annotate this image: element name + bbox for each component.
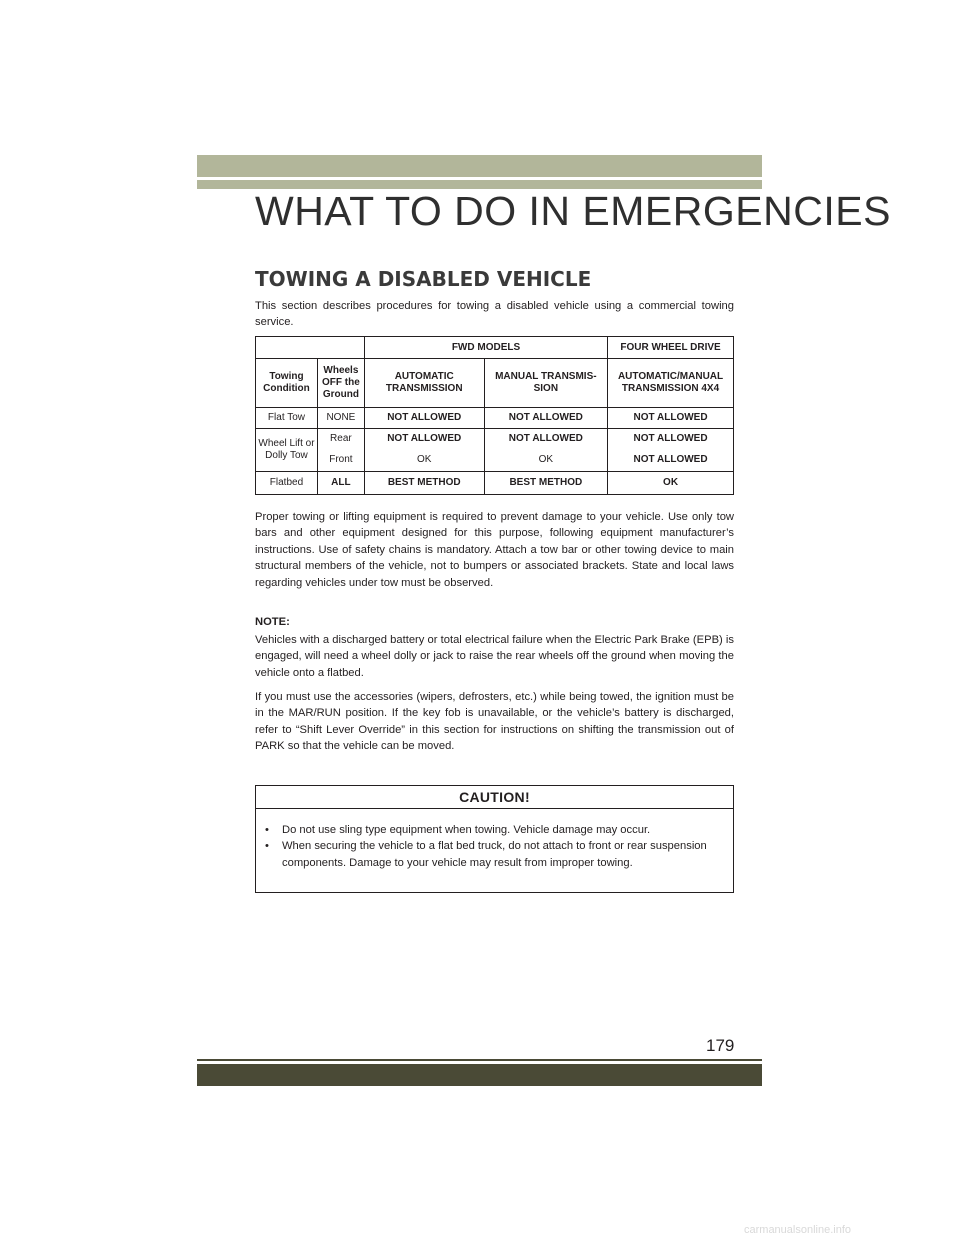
list-item	[265, 838, 720, 871]
table-cell-manual: OK	[484, 449, 608, 472]
four-wheel-drive-header: FOUR WHEEL DRIVE	[608, 337, 734, 359]
page-number: 179	[706, 1036, 735, 1055]
towing-equipment-paragraph: Proper towing or lifting equipment is required to prevent damage to your vehicle. Use only tow bars and other equipment designed for this purpose, following equipment manufacturer’s instructions. Use of safety chains is mandatory. Attach a tow bar or other towing device to main structural members of the vehicle, not to bumpers or associated brackets. State and local laws regarding vehicles under tow must be observed.	[255, 511, 734, 589]
table-row	[256, 449, 734, 472]
wheels-off-ground-header: Wheels OFF the Ground	[317, 359, 364, 408]
table-cell-four-wd: NOT ALLOWED	[608, 408, 734, 429]
caution-item-text: When securing the vehicle to a flat bed truck, do not attach to front or rear suspension components. Damage to your vehicle may result from improper towing.	[282, 840, 707, 869]
table-cell-condition: Wheel Lift or Dolly Tow	[256, 429, 318, 472]
table-cell-manual: NOT ALLOWED	[484, 429, 608, 450]
table-cell-manual: BEST METHOD	[484, 472, 608, 495]
chapter-title: WHAT TO DO IN EMERGENCIES	[255, 188, 891, 234]
table-cell-wheels: ALL	[317, 472, 364, 495]
auto-manual-4x4-header: AUTOMATIC/MANUAL TRANSMISSION 4X4	[608, 359, 734, 408]
accessories-paragraph: If you must use the accessories (wipers, defrosters, etc.) while being towed, the ignition must be in the MAR/RUN position. If the key fob is unavailable, or the vehicle’s battery is discharged, refer to “Shift Lever Override” in this section for instructions on shifting the transmission out of PARK so that the vehicle can be moved.	[255, 691, 734, 753]
footer-band-line	[197, 1059, 762, 1061]
section-title: TOWING A DISABLED VEHICLE	[255, 267, 592, 291]
note-paragraph: Vehicles with a discharged battery or total electrical failure when the Electric Park Brake (EPB) is engaged, will need a wheel dolly or jack to raise the rear wheels off the ground when moving the vehicle onto a flatbed.	[255, 634, 734, 679]
automatic-transmission-header: AUTOMATIC TRANSMISSION	[364, 359, 484, 408]
note-label: NOTE:	[255, 616, 290, 628]
table-blank-header	[256, 337, 365, 359]
table-cell-wheels: NONE	[317, 408, 364, 429]
table-cell-condition: Flat Tow	[256, 408, 318, 429]
caution-list	[265, 822, 720, 871]
table-cell-four-wd: OK	[608, 472, 734, 495]
table-cell-wheels: Front	[317, 449, 364, 472]
table-row	[256, 472, 734, 495]
table-cell-wheels: Rear	[317, 429, 364, 450]
bullet-icon: •	[265, 824, 269, 836]
caution-title: CAUTION!	[256, 786, 733, 809]
towing-condition-header: Towing Condition	[256, 359, 318, 408]
fwd-models-header: FWD MODELS	[364, 337, 607, 359]
footer-band	[197, 1064, 762, 1086]
table-cell-four-wd: NOT ALLOWED	[608, 429, 734, 450]
intro-paragraph: This section describes procedures for towing a disabled vehicle using a commercial towing service.	[255, 300, 734, 329]
caution-item-text: Do not use sling type equipment when towing. Vehicle damage may occur.	[282, 824, 651, 836]
list-item	[265, 822, 720, 838]
towing-table	[255, 336, 734, 495]
table-cell-automatic: NOT ALLOWED	[364, 408, 484, 429]
table-row	[256, 429, 734, 450]
table-cell-condition: Flatbed	[256, 472, 318, 495]
table-row	[256, 408, 734, 429]
table-cell-four-wd: NOT ALLOWED	[608, 449, 734, 472]
table-cell-automatic: BEST METHOD	[364, 472, 484, 495]
table-cell-automatic: NOT ALLOWED	[364, 429, 484, 450]
header-band	[197, 155, 762, 177]
manual-transmission-header: MANUAL TRANSMIS- SION	[484, 359, 608, 408]
table-group-header-row	[256, 337, 734, 359]
bullet-icon: •	[265, 840, 269, 853]
table-cell-manual: NOT ALLOWED	[484, 408, 608, 429]
watermark: carmanualsonline.info	[744, 1224, 852, 1236]
table-cell-automatic: OK	[364, 449, 484, 472]
caution-box	[255, 785, 734, 893]
table-column-header-row	[256, 359, 734, 408]
